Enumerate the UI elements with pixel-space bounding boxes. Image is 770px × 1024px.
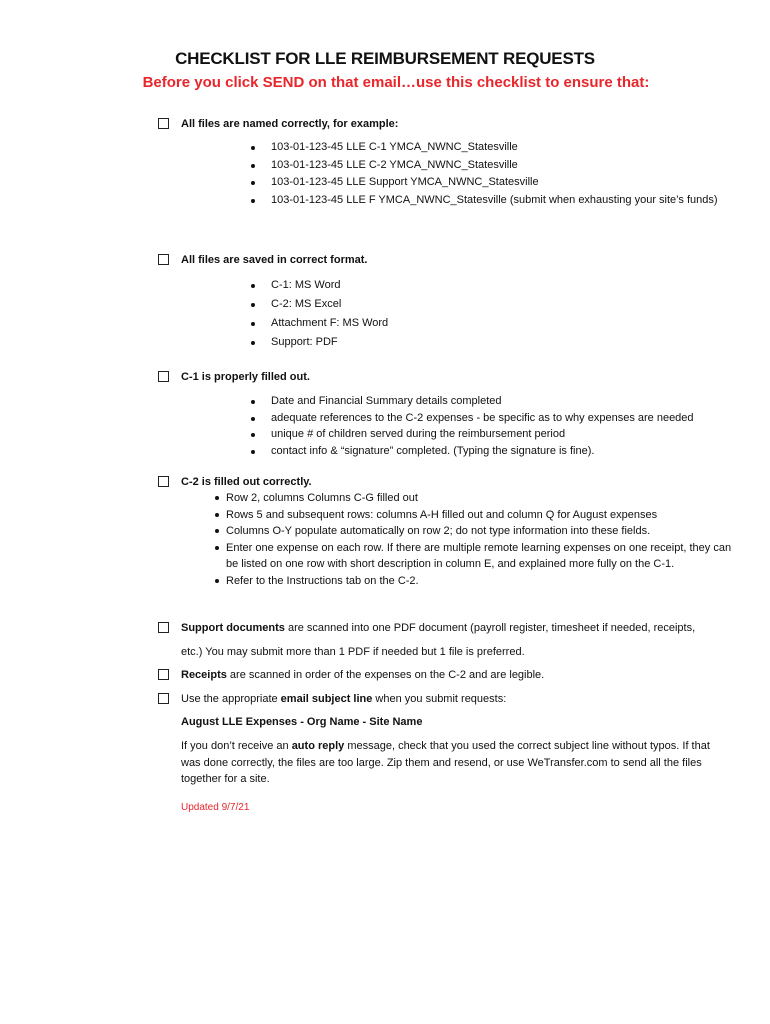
checklist-label: C-2 is filled out correctly. bbox=[181, 476, 312, 488]
list-item: 103-01-123-45 LLE F YMCA_NWNC_Statesville (submit when exhausting your site’s funds) bbox=[249, 192, 719, 210]
bullet-icon bbox=[251, 450, 255, 454]
page-subtitle: Before you click SEND on that email…use this checklist to ensure that: bbox=[142, 74, 650, 91]
checkbox-files-named[interactable] bbox=[158, 118, 169, 129]
checklist-support bbox=[158, 620, 738, 660]
checklist-files-format bbox=[158, 252, 738, 268]
list-item: C-1: MS Word bbox=[249, 276, 649, 295]
file-format-list bbox=[249, 276, 649, 352]
list-item: Rows 5 and subsequent rows: columns A-H filled out and column Q for August expenses bbox=[214, 507, 734, 524]
list-item: contact info & “signature” completed. (Typing the signature is fine). bbox=[249, 443, 729, 460]
bullet-icon bbox=[251, 322, 255, 326]
list-item: 103-01-123-45 LLE C-2 YMCA_NWNC_Statesville bbox=[249, 157, 719, 175]
bullet-icon bbox=[251, 164, 255, 168]
list-item: unique # of children served during the reimbursement period bbox=[249, 426, 729, 443]
receipts-bold-label: Receipts bbox=[181, 669, 227, 681]
c2-list bbox=[214, 490, 734, 589]
checkbox-receipts[interactable] bbox=[158, 669, 169, 680]
auto-reply-bold: auto reply bbox=[291, 740, 345, 752]
list-item: 103-01-123-45 LLE Support YMCA_NWNC_Statesville bbox=[249, 174, 719, 192]
checklist-c2 bbox=[158, 474, 738, 490]
email-subject-line: August LLE Expenses - Org Name - Site Name bbox=[181, 716, 423, 728]
bullet-icon bbox=[251, 181, 255, 185]
bullet-icon bbox=[215, 579, 219, 583]
list-item: C-2: MS Excel bbox=[249, 295, 649, 314]
list-item: Columns O-Y populate automatically on row 2; do not type information into these fields. bbox=[214, 523, 734, 540]
checklist-label: All files are saved in correct format. bbox=[181, 254, 368, 266]
list-item: Refer to the Instructions tab on the C-2. bbox=[214, 573, 734, 590]
bullet-icon bbox=[251, 400, 255, 404]
checklist-label: All files are named correctly, for example: bbox=[181, 118, 399, 130]
checklist-email bbox=[158, 691, 738, 707]
list-item: Attachment F: MS Word bbox=[249, 314, 649, 333]
bullet-icon bbox=[215, 496, 219, 500]
page-title: CHECKLIST FOR LLE REIMBURSEMENT REQUESTS bbox=[175, 49, 595, 68]
checkbox-files-format[interactable] bbox=[158, 254, 169, 265]
checklist-files-named bbox=[158, 116, 738, 132]
bullet-icon bbox=[251, 417, 255, 421]
file-name-examples bbox=[249, 139, 719, 209]
support-bold-label: Support documents bbox=[181, 622, 285, 634]
list-item: Support: PDF bbox=[249, 333, 649, 352]
support-text-continued: etc.) You may submit more than 1 PDF if needed but 1 file is preferred. bbox=[181, 646, 525, 658]
support-text: are scanned into one PDF document (payroll register, timesheet if needed, receipts, bbox=[284, 622, 696, 634]
bullet-icon bbox=[251, 341, 255, 345]
checkbox-c2[interactable] bbox=[158, 476, 169, 487]
list-item: Row 2, columns Columns C-G filled out bbox=[214, 490, 734, 507]
checkbox-support[interactable] bbox=[158, 622, 169, 633]
bullet-icon bbox=[215, 529, 219, 533]
checklist-label: C-1 is properly filled out. bbox=[181, 371, 310, 383]
bullet-icon bbox=[251, 284, 255, 288]
bullet-icon bbox=[215, 546, 219, 550]
list-item: 103-01-123-45 LLE C-1 YMCA_NWNC_Statesville bbox=[249, 139, 719, 157]
bullet-icon bbox=[215, 513, 219, 517]
bullet-icon bbox=[251, 303, 255, 307]
email-bold-label: email subject line bbox=[280, 693, 373, 705]
email-post-text: when you submit requests: bbox=[372, 693, 507, 705]
auto-reply-note: If you don’t receive an auto reply message, check that you used the correct subject line without typos. If that was done correctly, the files are too large. Zip them and resend, or use WeTransfer.com to send all the files together for a site. bbox=[181, 740, 710, 785]
bullet-icon bbox=[251, 146, 255, 150]
bullet-icon bbox=[251, 433, 255, 437]
checkbox-email[interactable] bbox=[158, 693, 169, 704]
checklist-c1 bbox=[158, 369, 738, 385]
c1-list bbox=[249, 393, 729, 459]
list-item: adequate references to the C-2 expenses - be specific as to why expenses are needed bbox=[249, 410, 729, 427]
checkbox-c1[interactable] bbox=[158, 371, 169, 382]
receipts-text: are scanned in order of the expenses on the C-2 and are legible. bbox=[226, 669, 545, 681]
checklist-receipts bbox=[158, 667, 738, 683]
list-item: Enter one expense on each row. If there are multiple remote learning expenses on one receipt, they can be listed on one row with short description in column E, and explained more fully on the C-1. bbox=[214, 540, 734, 573]
updated-date: Updated 9/7/21 bbox=[181, 802, 250, 813]
list-item: Date and Financial Summary details completed bbox=[249, 393, 729, 410]
bullet-icon bbox=[251, 199, 255, 203]
email-pre-text: Use the appropriate bbox=[181, 693, 281, 705]
